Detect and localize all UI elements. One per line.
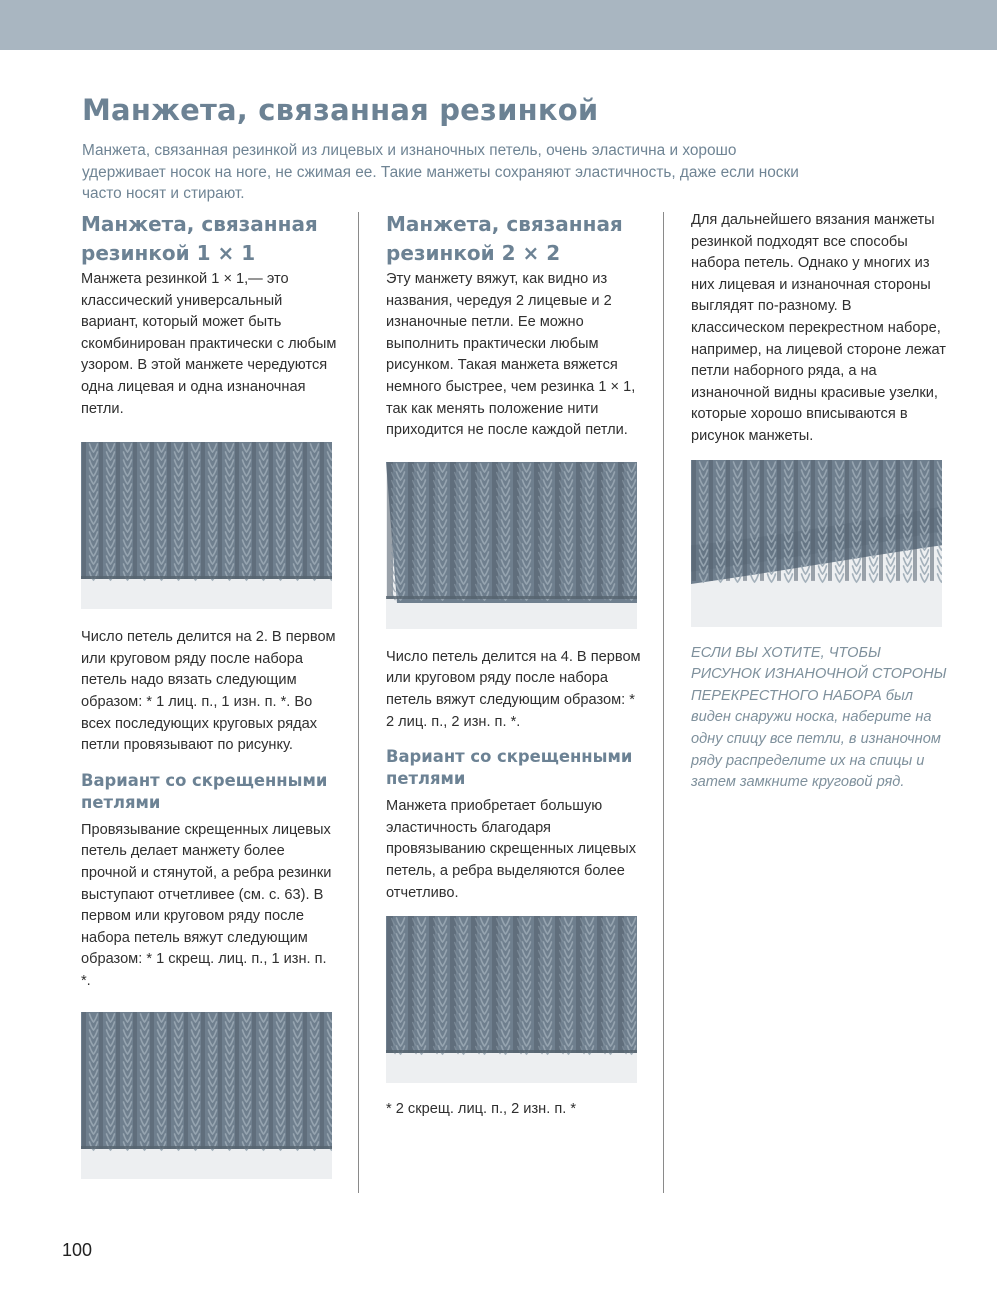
rib-1x1-pattern: Число петель делится на 2. В первом или круговом ряду после набора петель надо вязать следующим образом: * 1 лиц. п., 1 изн. п. *. Во всех последующих круговых рядах петли провязывают по рисунку.: [81, 629, 336, 754]
knit-swatch-image: [386, 462, 637, 629]
page-title: Манжета, связанная резинкой: [82, 93, 599, 127]
variant-heading: Вариант со скрещенными петлями: [386, 747, 633, 789]
heading-line: резинкой 1 × 1: [81, 241, 256, 265]
heading-line: Манжета, связанная: [386, 212, 623, 236]
column-rib-1x1: [81, 210, 337, 1179]
column-cast-on: [691, 210, 947, 794]
rib-1x1-description: Манжета резинкой 1 × 1,— это классический универсальный вариант, который может быть скомбинирован практически с любым узором. В этой манжете чередуются одна лицевая и одна изнаночная петли.: [81, 271, 337, 417]
heading-line: Манжета, связанная: [81, 212, 318, 236]
variant-description: Манжета приобретает большую эластичность благодаря провязыванию скрещенных лицевых петель, а ребра выделяются более отчетливо.: [386, 798, 637, 901]
tip-note-caps: ЕСЛИ ВЫ ХОТИТЕ, ЧТОБЫ РИСУНОК ИЗНАНОЧНОЙ СТОРОНЫ ПЕРЕКРЕСТНОГО НАБОРА: [691, 644, 947, 704]
column-divider: [358, 212, 359, 1193]
tip-note: [691, 643, 947, 794]
variant-heading: Вариант со скрещенными петлями: [81, 770, 328, 812]
heading-line: резинкой 2 × 2: [386, 241, 561, 265]
rib-2x2-pattern: Число петель делится на 4. В первом или круговом ряду после набора петель вяжут следующим образом: * 2 лиц. п., 2 изн. п. *.: [386, 648, 641, 730]
page-number: 100: [62, 1240, 93, 1260]
knit-swatch-image: [81, 442, 332, 609]
knit-swatch-image: [691, 460, 942, 615]
section-heading-rib-1x1: [81, 210, 337, 268]
photo-caption: * 2 скрещ. лиц. п., 2 изн. п. *: [386, 1101, 577, 1118]
knit-photo-cast-on: [691, 460, 942, 627]
knit-swatch-image: [386, 916, 637, 1083]
knit-photo-twisted-1x1: [81, 1012, 332, 1179]
knit-photo-twisted-2x2: [386, 916, 637, 1083]
cast-on-description: Для дальнейшего вязания манжеты резинкой подходят все способы набора петель. Однако у многих из них лицевая и изнаночная стороны выглядят по-разному. В классическом перекрестном наборе, например, на лицевой стороне лежат петли наборного ряда, а на изнаночной видны красивые узелки, которые хорошо вписываются в рисунок манжеты.: [691, 212, 946, 444]
column-divider: [663, 212, 664, 1193]
rib-2x2-description: Эту манжету вяжут, как видно из названия, чередуя 2 лицевые и 2 изнаночные петли. Ее можно выполнить практически любым рисунком. Такая манжета вяжется немного быстрее, чем резинка 1 × 1, так как менять положение нити приходится не после каждой петли.: [386, 271, 636, 439]
knit-photo-rib-2x2: [386, 462, 637, 629]
section-heading-rib-2x2: [386, 210, 642, 268]
knit-swatch-image: [81, 1012, 332, 1179]
intro-paragraph: Манжета, связанная резинкой из лицевых и изнаночных петель, очень эластична и хорошо удерживает носок на ноге, не сжимая ее. Такие манжеты сохраняют эластичность, даже если носки часто носят и стирают.: [82, 142, 799, 203]
tip-note-text: был виден снаружи носка, наберите на одну спицу все петли, в изнаночном ряду распределите их на спицы и затем замкните круговой ряд.: [691, 687, 941, 791]
column-rib-2x2: [386, 210, 642, 1121]
variant-description: Провязывание скрещенных лицевых петель делает манжету более прочной и стянутой, а ребра резинки выступают отчетливее (см. с. 63). В первом или круговом ряду после набора петель вяжут следующим образом: * 1 скрещ. лиц. п., 1 изн. п. *.: [81, 821, 332, 989]
knit-photo-rib-1x1: [81, 442, 332, 609]
top-color-band: [0, 0, 997, 50]
